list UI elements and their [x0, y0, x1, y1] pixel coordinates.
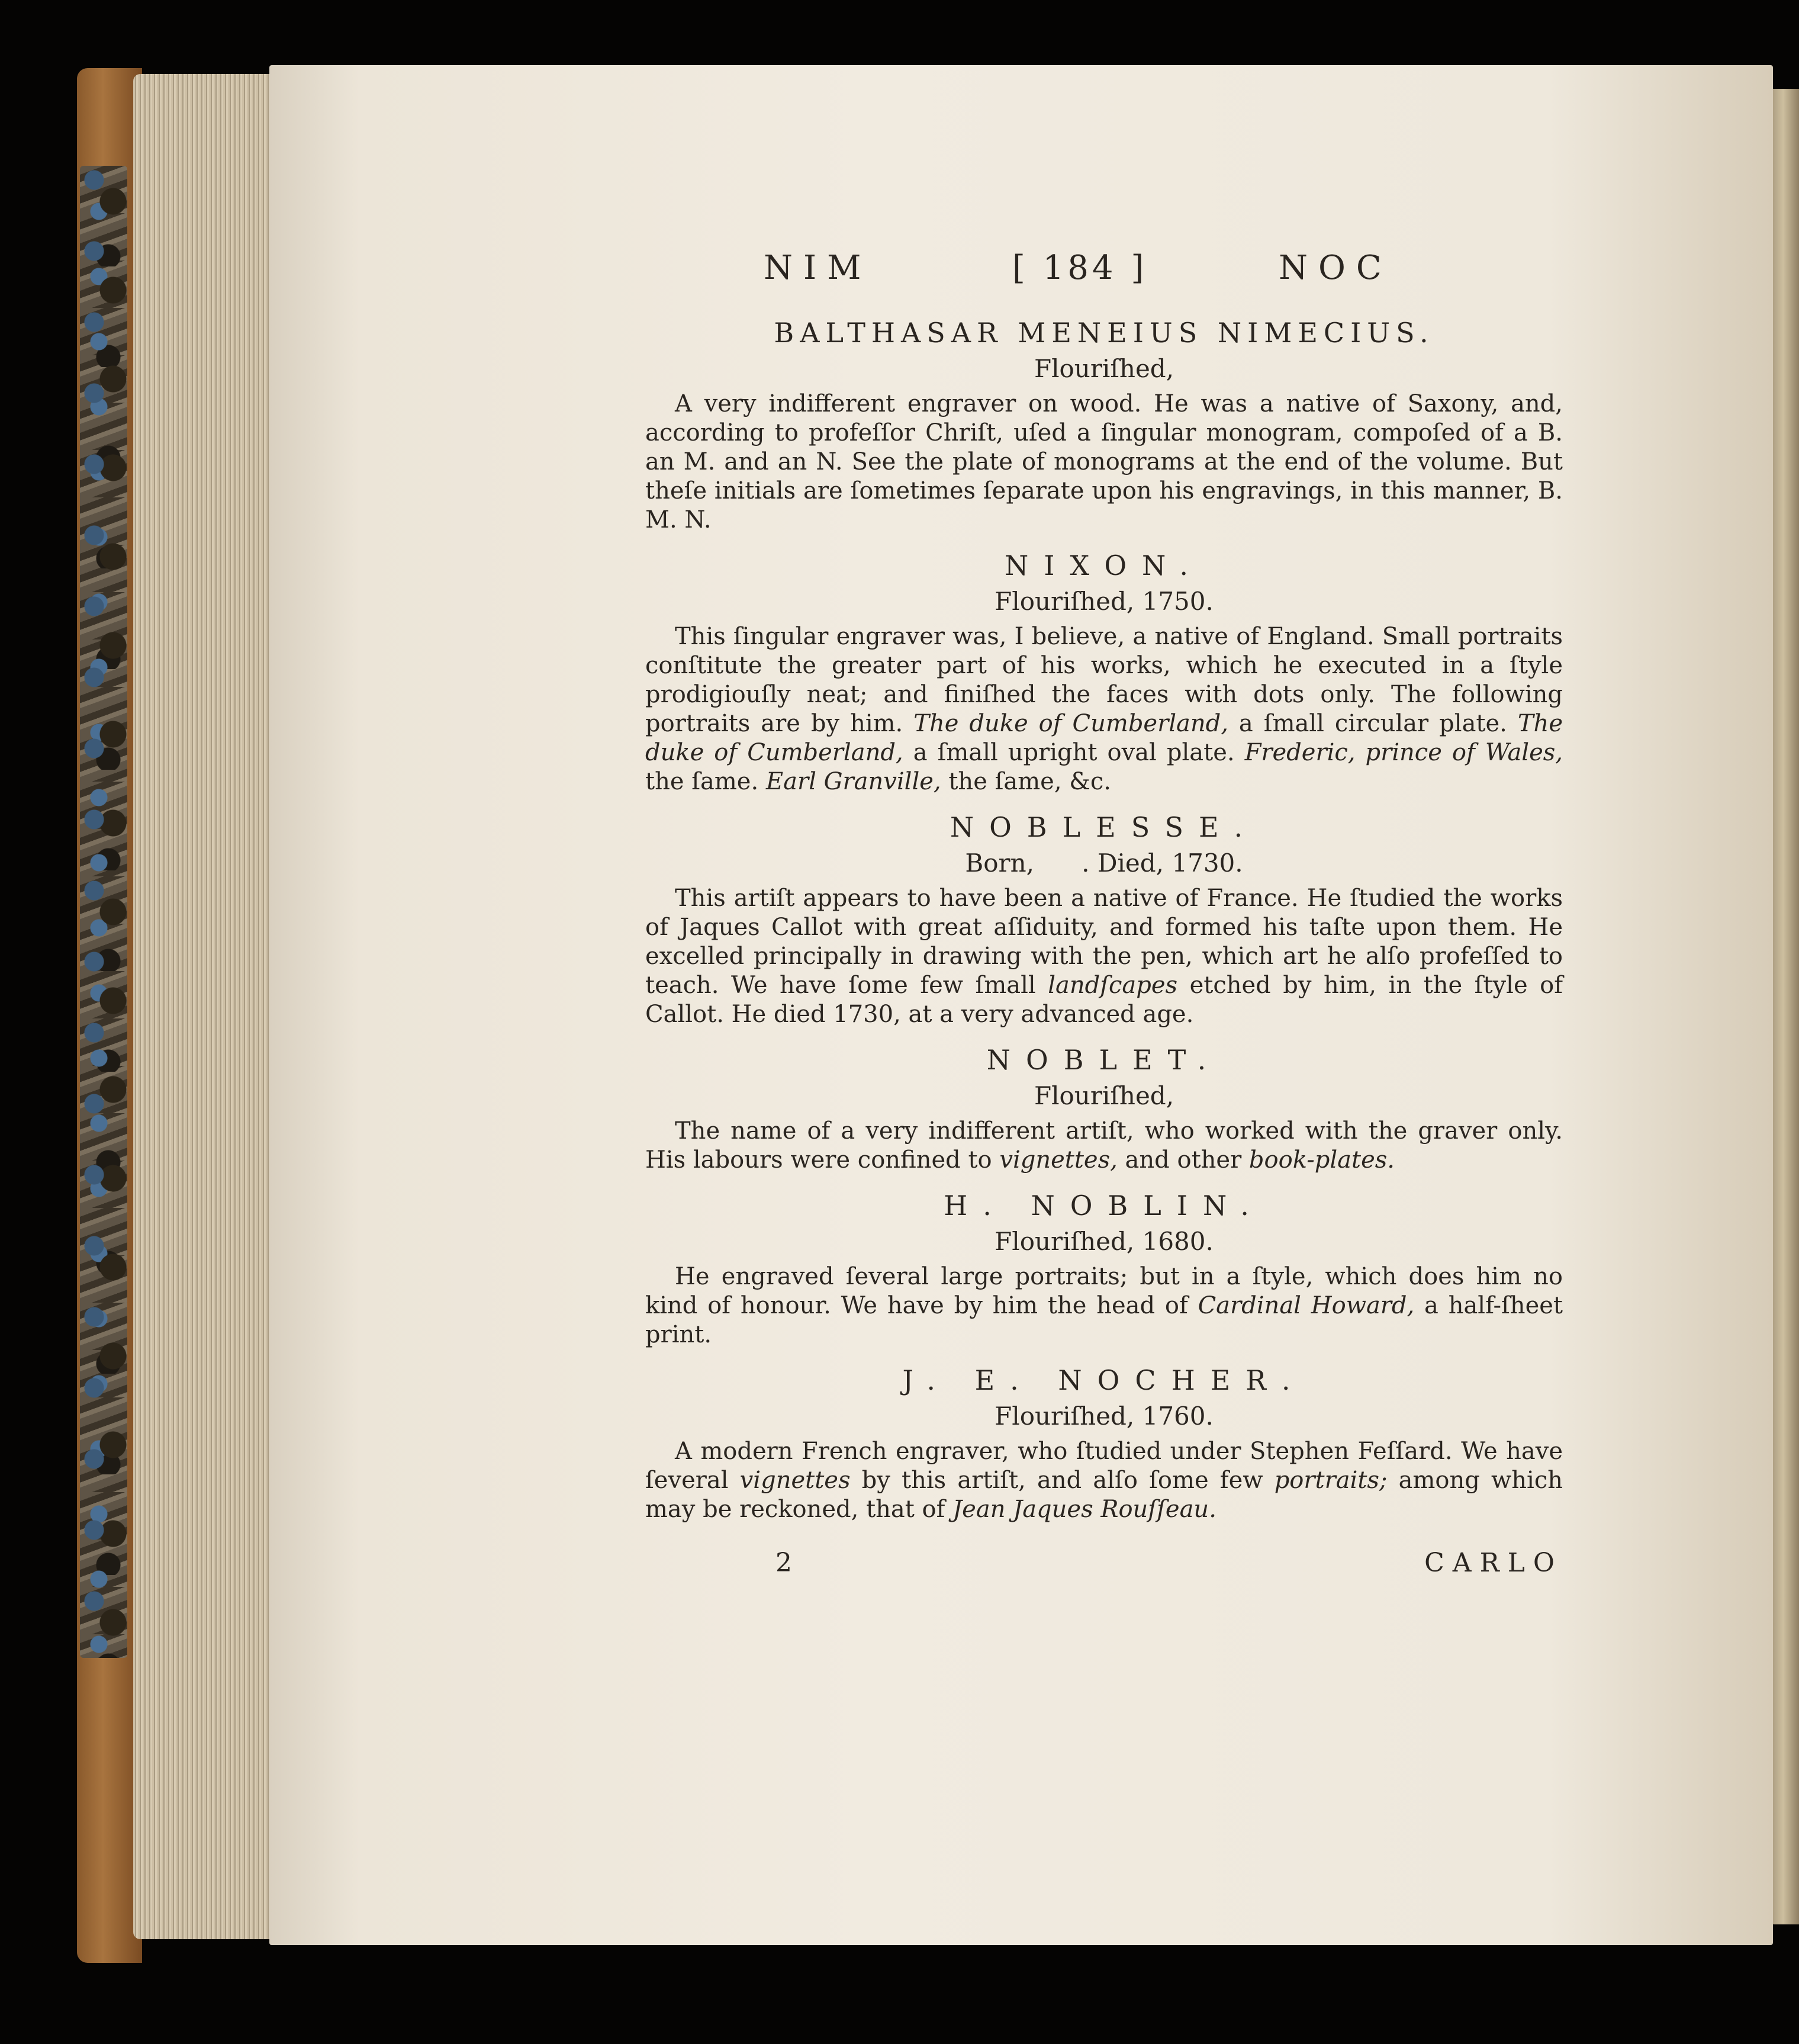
page-text-block	[645, 249, 1563, 1589]
italic-text: Cardinal Howard,	[1198, 1292, 1415, 1319]
entry-body	[645, 622, 1563, 796]
running-head-right: NOC	[1279, 249, 1392, 287]
body-text: This ſingular engraver was, I believe, a native of England. Small portraits conſtitute the greater part of his works, which he executed in a ſtyle prodigiouſly neat; and finiſhed the faces with dots only. The following portraits are by him.	[645, 623, 1563, 737]
entry	[645, 1361, 1563, 1524]
body-text: The name of a very indifferent artiſt, who worked with the graver only. His labours were confined to	[645, 1117, 1563, 1174]
entry	[645, 314, 1563, 535]
entry	[645, 1041, 1563, 1175]
body-text: A very indifferent engraver on wood. He was a native of Saxony, and, according to profeſſor Chriſt, uſed a ſingular monogram, compoſed of a B. an M. and an N. See the plate of monograms at the end of the volume. But theſe initials are ſometimes ſeparate upon his engravings, in this manner, B. M. N.	[645, 390, 1563, 534]
entry	[645, 808, 1563, 1029]
body-text: and other	[1117, 1146, 1249, 1174]
entry-name: NIXON.	[1004, 549, 1203, 581]
entry-dates: Flouriſhed, 1750.	[995, 587, 1214, 616]
entry-name: H. NOBLIN.	[944, 1190, 1264, 1222]
entry-dates: Born, . Died, 1730.	[965, 849, 1243, 878]
marbled-cover-board	[80, 166, 127, 1658]
entry-body	[645, 1262, 1563, 1349]
entries-list	[645, 314, 1563, 1524]
page-edges	[133, 74, 281, 1939]
italic-text: vignettes,	[999, 1146, 1118, 1174]
body-text: A modern French engraver, who ſtudied under Stephen Feſſard. We have ſeveral	[645, 1438, 1563, 1494]
catchword: CARLO	[1424, 1548, 1563, 1578]
entry-body	[645, 1117, 1563, 1175]
entry-name: J. E. NOCHER.	[902, 1364, 1306, 1396]
italic-text: The duke of Cumberland,	[913, 710, 1228, 737]
page-footer	[645, 1548, 1563, 1589]
body-text: He engraved ſeveral large portraits; but in a ſtyle, which does him no kind of honour. We have by him the head of	[645, 1263, 1563, 1319]
entry-dates: Flouriſhed, 1760.	[995, 1402, 1214, 1431]
body-text: among which may be reckoned, that of	[645, 1467, 1563, 1523]
body-text: a ſmall upright oval plate.	[903, 739, 1245, 766]
body-text: a half-ſheet print.	[645, 1292, 1563, 1348]
entry-dates: Flouriſhed,	[1034, 354, 1174, 383]
italic-text: book-plates.	[1248, 1146, 1395, 1174]
running-head	[645, 249, 1563, 302]
italic-text: portraits;	[1274, 1467, 1388, 1494]
entry	[645, 1187, 1563, 1349]
entry-name: BALTHASAR MENEIUS NIMECIUS.	[774, 317, 1434, 349]
entry-dates: Flouriſhed, 1680.	[995, 1227, 1214, 1256]
body-text: by this artiſt, and alſo ſome few	[850, 1467, 1275, 1494]
entry-body	[645, 390, 1563, 535]
entry-body	[645, 1437, 1563, 1524]
italic-text: landſcapes	[1048, 972, 1178, 999]
italic-text: Jean Jaques Rouſſeau.	[952, 1496, 1217, 1523]
body-text: This artiſt appears to have been a native of France. He ſtudied the works of Jaques Callot with great aſſiduity, and formed his taſte upon them. He excelled principally in drawing with the pen, which art he alſo profeſſed to teach. We have ſome few ſmall	[645, 885, 1563, 999]
italic-text: Earl Granville,	[765, 768, 941, 795]
italic-text: Frederic, prince of Wales,	[1244, 739, 1563, 766]
body-text: etched by him, in the ſtyle of Callot. He died 1730, at a very advanced age.	[645, 972, 1563, 1028]
running-head-left: NIM	[764, 249, 872, 287]
body-text: a ſmall circular plate.	[1228, 710, 1518, 737]
entry-name: NOBLESSE.	[950, 811, 1259, 843]
entry	[645, 547, 1563, 796]
body-text: the ſame, &c.	[941, 768, 1111, 795]
signature-mark: 2	[775, 1548, 792, 1578]
page-number: [ 184 ]	[1012, 249, 1148, 287]
entry-name: NOBLET.	[986, 1044, 1222, 1076]
italic-text: vignettes	[739, 1467, 851, 1494]
italic-text: The duke of Cumberland,	[645, 710, 1563, 766]
entry-dates: Flouriſhed,	[1034, 1081, 1174, 1110]
body-text: the ſame.	[645, 768, 766, 795]
entry-body	[645, 884, 1563, 1029]
